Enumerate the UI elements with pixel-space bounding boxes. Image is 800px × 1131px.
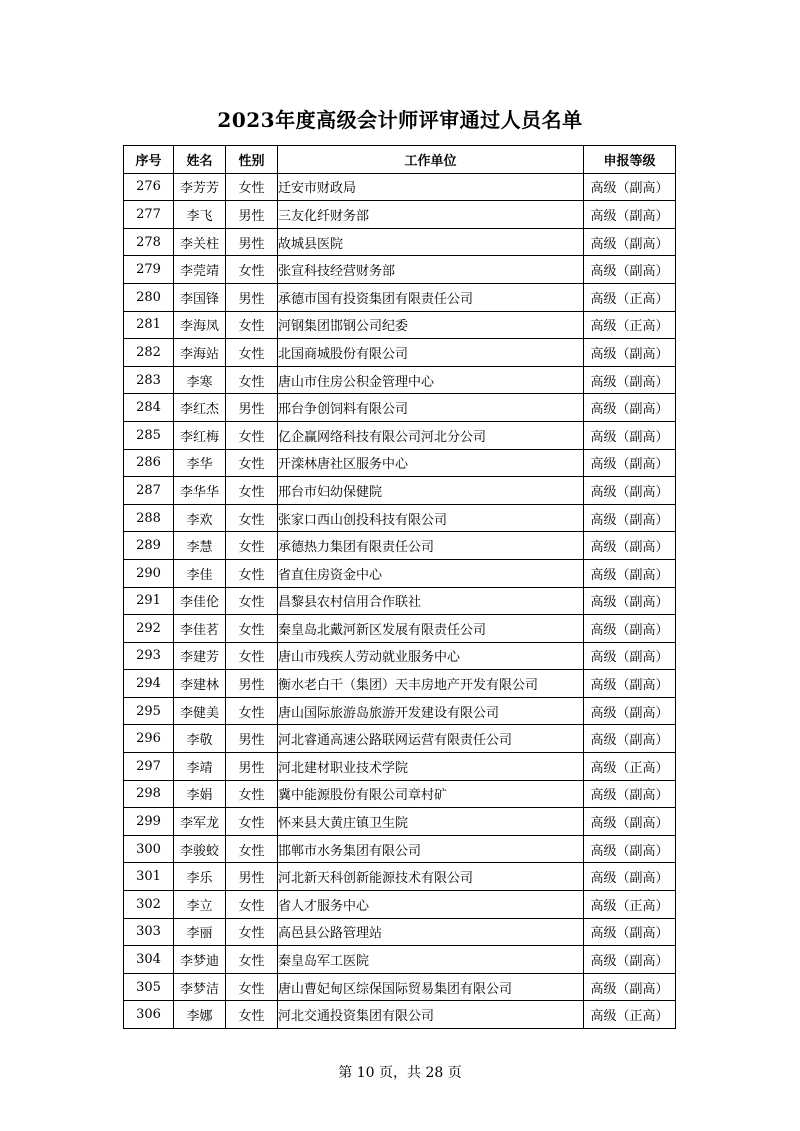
table-row (124, 449, 676, 477)
grade-cell: 高级（副高） (584, 973, 676, 1001)
name-cell: 李娟 (174, 780, 226, 808)
serial-cell: 296 (124, 725, 174, 753)
table-row (124, 339, 676, 367)
table-row (124, 808, 676, 836)
work-unit-cell: 河北建材职业技术学院 (278, 753, 584, 781)
serial-cell: 276 (124, 173, 174, 201)
table-row (124, 725, 676, 753)
table-row (124, 201, 676, 229)
gender-cell: 女性 (226, 366, 278, 394)
grade-cell: 高级（副高） (584, 256, 676, 284)
table-row (124, 615, 676, 643)
gender-cell: 男性 (226, 228, 278, 256)
table-row (124, 228, 676, 256)
gender-cell: 男性 (226, 863, 278, 891)
serial-cell: 293 (124, 642, 174, 670)
table-body (124, 173, 676, 1028)
work-unit-cell: 唐山曹妃甸区综保国际贸易集团有限公司 (278, 973, 584, 1001)
name-cell: 李红杰 (174, 394, 226, 422)
work-unit-cell: 唐山国际旅游岛旅游开发建设有限公司 (278, 697, 584, 725)
serial-cell: 297 (124, 753, 174, 781)
serial-cell: 299 (124, 808, 174, 836)
name-cell: 李华 (174, 449, 226, 477)
name-cell: 李军龙 (174, 808, 226, 836)
grade-cell: 高级（副高） (584, 559, 676, 587)
work-unit-cell: 承德热力集团有限责任公司 (278, 532, 584, 560)
table-header-row (124, 146, 676, 174)
grade-cell: 高级（副高） (584, 228, 676, 256)
table-row (124, 780, 676, 808)
work-unit-cell: 昌黎县农村信用合作联社 (278, 587, 584, 615)
table-row (124, 559, 676, 587)
name-cell: 李丽 (174, 918, 226, 946)
gender-cell: 男性 (226, 753, 278, 781)
serial-cell: 294 (124, 670, 174, 698)
work-unit-cell: 唐山市住房公积金管理中心 (278, 366, 584, 394)
name-cell: 李骏蛟 (174, 835, 226, 863)
table-row (124, 1001, 676, 1029)
table-row (124, 394, 676, 422)
serial-cell: 289 (124, 532, 174, 560)
serial-cell: 279 (124, 256, 174, 284)
gender-cell: 女性 (226, 946, 278, 974)
column-header-work-unit: 工作单位 (278, 146, 584, 174)
roster-table (123, 145, 676, 1029)
serial-cell: 277 (124, 201, 174, 229)
serial-cell: 291 (124, 587, 174, 615)
column-header-serial: 序号 (124, 146, 174, 174)
grade-cell: 高级（副高） (584, 863, 676, 891)
grade-cell: 高级（副高） (584, 173, 676, 201)
grade-cell: 高级（副高） (584, 918, 676, 946)
name-cell: 李建林 (174, 670, 226, 698)
work-unit-cell: 承德市国有投资集团有限责任公司 (278, 283, 584, 311)
work-unit-cell: 亿企赢网络科技有限公司河北分公司 (278, 421, 584, 449)
gender-cell: 女性 (226, 449, 278, 477)
name-cell: 李慧 (174, 532, 226, 560)
work-unit-cell: 故城县医院 (278, 228, 584, 256)
name-cell: 李靖 (174, 753, 226, 781)
work-unit-cell: 北国商城股份有限公司 (278, 339, 584, 367)
serial-cell: 295 (124, 697, 174, 725)
table-row (124, 891, 676, 919)
serial-cell: 278 (124, 228, 174, 256)
work-unit-cell: 张家口西山创投科技有限公司 (278, 504, 584, 532)
serial-cell: 298 (124, 780, 174, 808)
table-row (124, 753, 676, 781)
serial-cell: 301 (124, 863, 174, 891)
table-row (124, 173, 676, 201)
table-row (124, 670, 676, 698)
gender-cell: 男性 (226, 394, 278, 422)
table-row (124, 311, 676, 339)
work-unit-cell: 秦皇岛军工医院 (278, 946, 584, 974)
name-cell: 李寒 (174, 366, 226, 394)
table-row (124, 256, 676, 284)
gender-cell: 女性 (226, 311, 278, 339)
gender-cell: 女性 (226, 973, 278, 1001)
serial-cell: 281 (124, 311, 174, 339)
serial-cell: 305 (124, 973, 174, 1001)
gender-cell: 女性 (226, 532, 278, 560)
serial-cell: 306 (124, 1001, 174, 1029)
serial-cell: 286 (124, 449, 174, 477)
name-cell: 李莞靖 (174, 256, 226, 284)
work-unit-cell: 邢台争创饲料有限公司 (278, 394, 584, 422)
gender-cell: 女性 (226, 421, 278, 449)
gender-cell: 女性 (226, 780, 278, 808)
name-cell: 李佳 (174, 559, 226, 587)
table-row (124, 421, 676, 449)
grade-cell: 高级（副高） (584, 532, 676, 560)
serial-cell: 285 (124, 421, 174, 449)
work-unit-cell: 张宣科技经营财务部 (278, 256, 584, 284)
work-unit-cell: 唐山市残疾人劳动就业服务中心 (278, 642, 584, 670)
grade-cell: 高级（副高） (584, 366, 676, 394)
serial-cell: 304 (124, 946, 174, 974)
table-row (124, 863, 676, 891)
grade-cell: 高级（正高） (584, 311, 676, 339)
gender-cell: 男性 (226, 201, 278, 229)
table-row (124, 697, 676, 725)
name-cell: 李乐 (174, 863, 226, 891)
gender-cell: 女性 (226, 808, 278, 836)
name-cell: 李飞 (174, 201, 226, 229)
grade-cell: 高级（副高） (584, 615, 676, 643)
work-unit-cell: 省直住房资金中心 (278, 559, 584, 587)
column-header-grade: 申报等级 (584, 146, 676, 174)
work-unit-cell: 河钢集团邯钢公司纪委 (278, 311, 584, 339)
grade-cell: 高级（正高） (584, 283, 676, 311)
work-unit-cell: 开滦林唐社区服务中心 (278, 449, 584, 477)
table-row (124, 946, 676, 974)
work-unit-cell: 河北交通投资集团有限公司 (278, 1001, 584, 1029)
serial-cell: 283 (124, 366, 174, 394)
table-row (124, 918, 676, 946)
work-unit-cell: 怀来县大黄庄镇卫生院 (278, 808, 584, 836)
grade-cell: 高级（副高） (584, 780, 676, 808)
serial-cell: 302 (124, 891, 174, 919)
page-footer: 第 10 页，共 28 页 (338, 1065, 462, 1081)
work-unit-cell: 秦皇岛北戴河新区发展有限责任公司 (278, 615, 584, 643)
gender-cell: 女性 (226, 256, 278, 284)
serial-cell: 282 (124, 339, 174, 367)
name-cell: 李华华 (174, 477, 226, 505)
grade-cell: 高级（正高） (584, 753, 676, 781)
gender-cell: 女性 (226, 918, 278, 946)
work-unit-cell: 冀中能源股份有限公司章村矿 (278, 780, 584, 808)
serial-cell: 290 (124, 559, 174, 587)
name-cell: 李敬 (174, 725, 226, 753)
grade-cell: 高级（正高） (584, 1001, 676, 1029)
name-cell: 李关柱 (174, 228, 226, 256)
gender-cell: 女性 (226, 173, 278, 201)
gender-cell: 女性 (226, 642, 278, 670)
name-cell: 李梦迪 (174, 946, 226, 974)
grade-cell: 高级（正高） (584, 891, 676, 919)
work-unit-cell: 迁安市财政局 (278, 173, 584, 201)
grade-cell: 高级（副高） (584, 394, 676, 422)
serial-cell: 284 (124, 394, 174, 422)
table-row (124, 973, 676, 1001)
column-header-gender: 性别 (226, 146, 278, 174)
gender-cell: 女性 (226, 835, 278, 863)
gender-cell: 女性 (226, 504, 278, 532)
grade-cell: 高级（副高） (584, 201, 676, 229)
gender-cell: 女性 (226, 891, 278, 919)
serial-cell: 292 (124, 615, 174, 643)
table-row (124, 366, 676, 394)
name-cell: 李健美 (174, 697, 226, 725)
name-cell: 李海站 (174, 339, 226, 367)
grade-cell: 高级（副高） (584, 504, 676, 532)
serial-cell: 303 (124, 918, 174, 946)
table-row (124, 283, 676, 311)
name-cell: 李芳芳 (174, 173, 226, 201)
gender-cell: 女性 (226, 697, 278, 725)
gender-cell: 女性 (226, 339, 278, 367)
work-unit-cell: 河北睿通高速公路联网运营有限责任公司 (278, 725, 584, 753)
serial-cell: 300 (124, 835, 174, 863)
grade-cell: 高级（副高） (584, 449, 676, 477)
name-cell: 李海凤 (174, 311, 226, 339)
grade-cell: 高级（副高） (584, 421, 676, 449)
name-cell: 李立 (174, 891, 226, 919)
gender-cell: 女性 (226, 559, 278, 587)
document-title: 2023年度高级会计师评审通过人员名单 (217, 108, 583, 132)
work-unit-cell: 河北新天科创新能源技术有限公司 (278, 863, 584, 891)
grade-cell: 高级（副高） (584, 642, 676, 670)
grade-cell: 高级（副高） (584, 670, 676, 698)
name-cell: 李建芳 (174, 642, 226, 670)
table-row (124, 532, 676, 560)
table-row (124, 835, 676, 863)
grade-cell: 高级（副高） (584, 835, 676, 863)
grade-cell: 高级（副高） (584, 477, 676, 505)
grade-cell: 高级（副高） (584, 725, 676, 753)
table-row (124, 642, 676, 670)
column-header-name: 姓名 (174, 146, 226, 174)
name-cell: 李欢 (174, 504, 226, 532)
gender-cell: 男性 (226, 725, 278, 753)
serial-cell: 287 (124, 477, 174, 505)
work-unit-cell: 三友化纤财务部 (278, 201, 584, 229)
table-row (124, 504, 676, 532)
gender-cell: 男性 (226, 670, 278, 698)
serial-cell: 288 (124, 504, 174, 532)
gender-cell: 女性 (226, 615, 278, 643)
gender-cell: 女性 (226, 587, 278, 615)
name-cell: 李红梅 (174, 421, 226, 449)
name-cell: 李国锋 (174, 283, 226, 311)
gender-cell: 男性 (226, 283, 278, 311)
serial-cell: 280 (124, 283, 174, 311)
grade-cell: 高级（副高） (584, 587, 676, 615)
work-unit-cell: 邯郸市水务集团有限公司 (278, 835, 584, 863)
table-row (124, 477, 676, 505)
gender-cell: 女性 (226, 477, 278, 505)
grade-cell: 高级（副高） (584, 339, 676, 367)
gender-cell: 女性 (226, 1001, 278, 1029)
name-cell: 李佳茗 (174, 615, 226, 643)
grade-cell: 高级（副高） (584, 808, 676, 836)
name-cell: 李娜 (174, 1001, 226, 1029)
name-cell: 李梦洁 (174, 973, 226, 1001)
work-unit-cell: 衡水老白干（集团）天丰房地产开发有限公司 (278, 670, 584, 698)
table-row (124, 587, 676, 615)
work-unit-cell: 省人才服务中心 (278, 891, 584, 919)
name-cell: 李佳伦 (174, 587, 226, 615)
work-unit-cell: 邢台市妇幼保健院 (278, 477, 584, 505)
grade-cell: 高级（副高） (584, 946, 676, 974)
work-unit-cell: 高邑县公路管理站 (278, 918, 584, 946)
grade-cell: 高级（副高） (584, 697, 676, 725)
